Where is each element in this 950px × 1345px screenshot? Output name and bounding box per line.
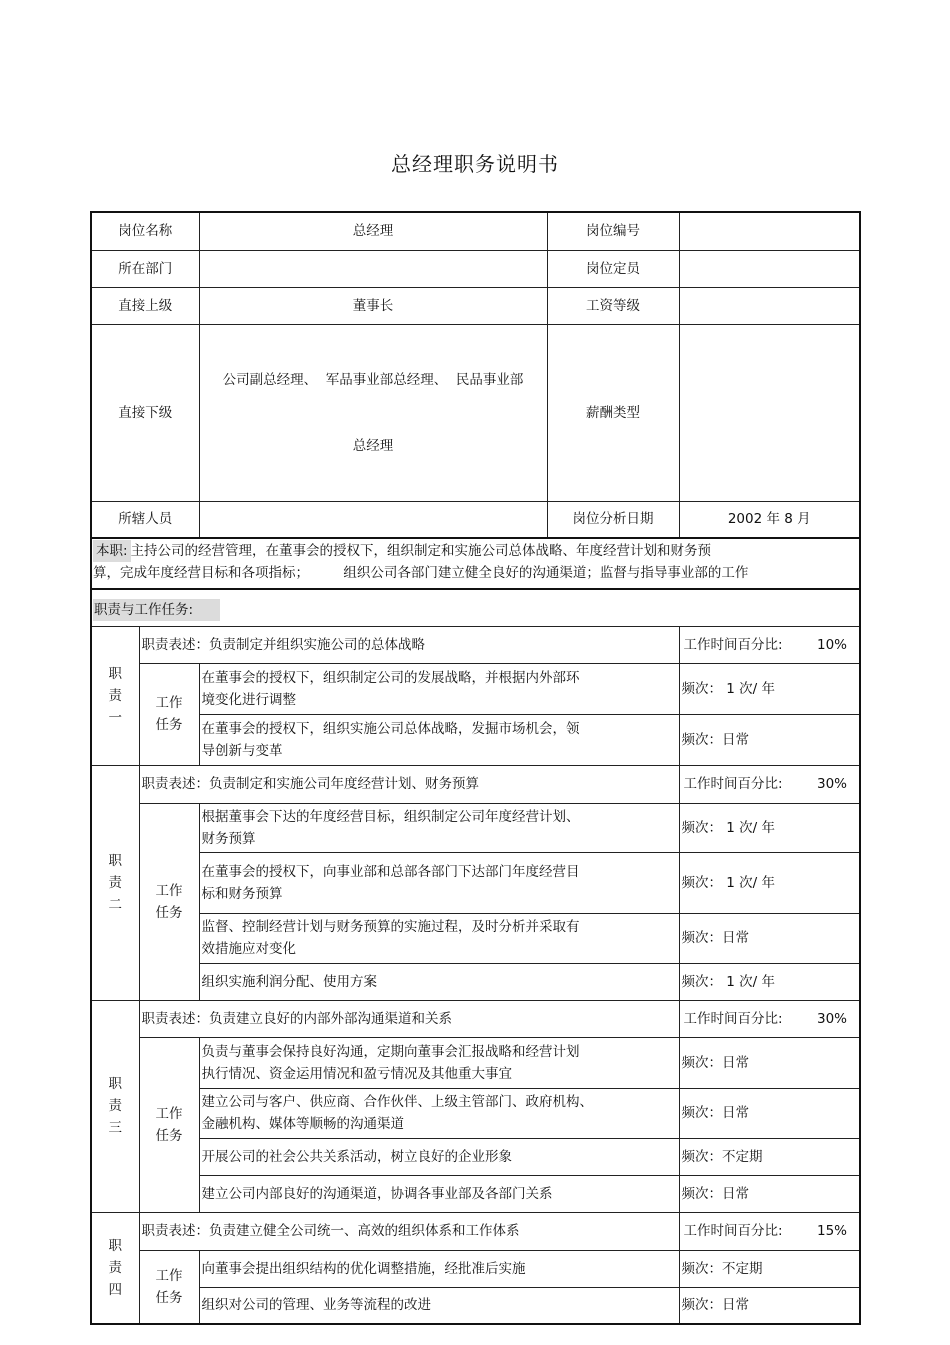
summary-text-line2: 算，完成年度经营目标和各项指标； 组织公司各部门建立健全良好的沟通渠道；监督与指导事业部的工作 bbox=[93, 565, 749, 581]
duty-3-description-row bbox=[91, 1000, 860, 1037]
duty-4-time-pct: 15% bbox=[816, 1223, 847, 1239]
duty-3-task-3-row bbox=[91, 1138, 860, 1175]
duty-2-task-2-line2: 标和财务预算 bbox=[201, 885, 283, 902]
duty-2-task-2-freq: 频次： 1 次/ 年 bbox=[679, 852, 860, 913]
duty-4-label bbox=[91, 1212, 139, 1324]
position-code-label: 岗位编号 bbox=[547, 212, 679, 250]
duty-1-task-1-line1: 在董事会的授权下，组织制定公司的发展战略，并根据内外部环 bbox=[201, 669, 580, 686]
duty-3-task-2-freq: 频次：日常 bbox=[679, 1088, 860, 1138]
duties-header-cell bbox=[91, 589, 860, 626]
row-staff bbox=[91, 501, 860, 538]
duty-3-task-1-freq: 频次：日常 bbox=[679, 1037, 860, 1088]
duty-2-task-3-line1: 监督、控制经营计划与财务预算的实施过程，及时分析并采取有 bbox=[201, 919, 580, 935]
summary-label: 本职: bbox=[93, 540, 131, 562]
duty-4-task-2-row bbox=[91, 1287, 860, 1324]
headcount-label: 岗位定员 bbox=[547, 250, 679, 287]
duty-3-label-char-3: 三 bbox=[108, 1120, 122, 1136]
duty-3-time bbox=[679, 1000, 860, 1037]
duty-2-task-label-line1: 工作 bbox=[155, 882, 183, 899]
subordinate-value bbox=[199, 324, 547, 501]
subordinate-value-line2: 总经理 bbox=[352, 437, 394, 454]
duty-4-time-label: 工作时间百分比: bbox=[683, 1223, 783, 1239]
duty-3-time-pct: 30% bbox=[816, 1010, 847, 1027]
row-summary bbox=[91, 538, 860, 589]
duty-3-task-2-line1: 建立公司与客户、供应商、合作伙伴、上级主管部门、政府机构、 bbox=[201, 1094, 593, 1110]
duty-1-label-char-3: 一 bbox=[108, 709, 122, 726]
duty-3-label-char-1: 职 bbox=[108, 1076, 122, 1092]
duty-2-task-4-freq: 频次： 1 次/ 年 bbox=[679, 963, 860, 1000]
duty-4-label-char-1: 职 bbox=[108, 1237, 122, 1254]
duty-3-task-4-row bbox=[91, 1175, 860, 1212]
duty-2-task-label bbox=[139, 803, 199, 1000]
duty-1-time bbox=[679, 626, 860, 663]
salary-grade-label: 工资等级 bbox=[547, 287, 679, 324]
duty-1-task-2-row bbox=[91, 714, 860, 765]
duty-1-task-2-line1: 在董事会的授权下，组织实施公司总体战略，发掘市场机会，领 bbox=[201, 720, 580, 737]
duty-2-label-char-1: 职 bbox=[108, 852, 122, 869]
duty-1-description: 职责表述：负责制定并组织实施公司的总体战略 bbox=[139, 626, 679, 663]
duty-1-task-2-freq: 频次：日常 bbox=[679, 714, 860, 765]
duty-1-task-label bbox=[139, 663, 199, 765]
row-position-name bbox=[91, 212, 860, 250]
summary-text-line1: 主持公司的经营管理，在董事会的授权下，组织制定和实施公司总体战略、年度经营计划和财务预 bbox=[130, 543, 712, 559]
duty-4-task-2: 组织对公司的管理、业务等流程的改进 bbox=[199, 1287, 679, 1324]
duty-1-task-1-line2: 境变化进行调整 bbox=[201, 691, 296, 708]
position-name-label: 岗位名称 bbox=[91, 212, 199, 250]
position-code-value bbox=[679, 212, 860, 250]
pay-type-label: 薪酬类型 bbox=[547, 324, 679, 501]
duty-3-task-2-row bbox=[91, 1088, 860, 1138]
duty-3-task-1-line2: 执行情况、资金运用情况和盈亏情况及其他重大事宜 bbox=[201, 1065, 512, 1082]
superior-label: 直接上级 bbox=[91, 287, 199, 324]
page-title: 总经理职务说明书 bbox=[391, 152, 559, 176]
staff-label: 所辖人员 bbox=[91, 501, 199, 538]
duty-2-task-1-line1: 根据董事会下达的年度经营目标，组织制定公司年度经营计划、 bbox=[201, 808, 580, 825]
duty-2-task-3-row bbox=[91, 913, 860, 963]
subordinate-value-line1: 公司副总经理、 军品事业部总经理、 民品事业部 bbox=[222, 371, 524, 388]
duty-3-task-4-freq: 频次：日常 bbox=[679, 1175, 860, 1212]
duty-4-task-label bbox=[139, 1250, 199, 1324]
duty-2-task-label-line2: 任务 bbox=[155, 904, 183, 921]
duty-2-label-char-3: 二 bbox=[108, 896, 122, 913]
duty-1-task-label-line2: 任务 bbox=[155, 717, 183, 733]
staff-value bbox=[199, 501, 547, 538]
duty-1-label-char-1: 职 bbox=[108, 665, 122, 682]
duty-1-task-2 bbox=[199, 714, 679, 765]
duty-1-label-char-2: 责 bbox=[108, 687, 122, 704]
duty-1-task-1-freq: 频次： 1 次/ 年 bbox=[679, 663, 860, 714]
duty-4-task-2-freq: 频次：日常 bbox=[679, 1287, 860, 1324]
duty-2-time bbox=[679, 765, 860, 803]
duty-3-description: 职责表述：负责建立良好的内部外部沟通渠道和关系 bbox=[139, 1000, 679, 1037]
duty-1-task-2-line2: 导创新与变革 bbox=[201, 742, 283, 759]
duty-1-task-label-line1: 工作 bbox=[155, 695, 183, 711]
duty-3-task-label-line2: 任务 bbox=[155, 1127, 183, 1144]
duty-4-time bbox=[679, 1212, 860, 1250]
duty-1-time-label: 工作时间百分比: bbox=[683, 636, 783, 653]
duty-3-task-3-freq: 频次：不定期 bbox=[679, 1138, 860, 1175]
duty-4-task-label-line1: 工作 bbox=[155, 1267, 183, 1284]
duty-4-label-char-3: 四 bbox=[108, 1281, 122, 1298]
duty-4-label-char-2: 责 bbox=[108, 1259, 122, 1276]
department-value bbox=[199, 250, 547, 287]
duty-2-task-3-line2: 效措施应对变化 bbox=[201, 941, 296, 957]
duty-3-time-label: 工作时间百分比: bbox=[683, 1010, 783, 1027]
duty-4-task-1: 向董事会提出组织结构的优化调整措施，经批准后实施 bbox=[199, 1250, 679, 1287]
row-duties-header bbox=[91, 589, 860, 626]
row-subordinate bbox=[91, 324, 860, 501]
duty-4-task-1-row bbox=[91, 1250, 860, 1287]
duty-2-task-1 bbox=[199, 803, 679, 852]
superior-value: 董事长 bbox=[199, 287, 547, 324]
duty-2-time-label: 工作时间百分比: bbox=[683, 776, 783, 792]
duty-3-task-3: 开展公司的社会公共关系活动，树立良好的企业形象 bbox=[199, 1138, 679, 1175]
duty-2-task-1-row bbox=[91, 803, 860, 852]
duty-1-label bbox=[91, 626, 139, 765]
duty-2-description-row bbox=[91, 765, 860, 803]
duty-3-task-1-line1: 负责与董事会保持良好沟通，定期向董事会汇报战略和经营计划 bbox=[201, 1043, 580, 1060]
headcount-value bbox=[679, 250, 860, 287]
duty-2-task-4-row bbox=[91, 963, 860, 1000]
row-superior bbox=[91, 287, 860, 324]
duty-2-label-char-2: 责 bbox=[108, 874, 122, 891]
duty-1-time-pct: 10% bbox=[816, 636, 847, 653]
duty-2-task-1-line2: 财务预算 bbox=[201, 830, 256, 847]
duties-header: 职责与工作任务: bbox=[93, 599, 220, 621]
duty-4-description-row bbox=[91, 1212, 860, 1250]
duty-1-task-1 bbox=[199, 663, 679, 714]
duty-4-task-1-freq: 频次：不定期 bbox=[679, 1250, 860, 1287]
duty-3-task-1-row bbox=[91, 1037, 860, 1088]
job-description-table bbox=[90, 211, 861, 1325]
duty-2-task-3-freq: 频次：日常 bbox=[679, 913, 860, 963]
duty-2-time-pct: 30% bbox=[816, 776, 847, 792]
duty-4-description: 职责表述：负责建立健全公司统一、高效的组织体系和工作体系 bbox=[139, 1212, 679, 1250]
subordinate-label: 直接下级 bbox=[91, 324, 199, 501]
department-label: 所在部门 bbox=[91, 250, 199, 287]
salary-grade-value bbox=[679, 287, 860, 324]
duty-3-task-1 bbox=[199, 1037, 679, 1088]
duty-2-label bbox=[91, 765, 139, 1000]
duty-2-description: 职责表述：负责制定和实施公司年度经营计划、财务预算 bbox=[139, 765, 679, 803]
duty-3-task-label-line1: 工作 bbox=[155, 1105, 183, 1122]
duty-2-task-2 bbox=[199, 852, 679, 913]
analysis-date-label: 岗位分析日期 bbox=[547, 501, 679, 538]
duty-2-task-2-row bbox=[91, 852, 860, 913]
duty-1-description-row bbox=[91, 626, 860, 663]
duty-2-task-2-line1: 在董事会的授权下，向事业部和总部各部门下达部门年度经营目 bbox=[201, 863, 580, 880]
duty-2-task-4: 组织实施利润分配、使用方案 bbox=[199, 963, 679, 1000]
duty-3-task-2 bbox=[199, 1088, 679, 1138]
duty-2-task-1-freq: 频次： 1 次/ 年 bbox=[679, 803, 860, 852]
duty-4-task-label-line2: 任务 bbox=[155, 1289, 183, 1306]
analysis-date-value: 2002 年 8 月 bbox=[679, 501, 860, 538]
duty-3-label-char-2: 责 bbox=[108, 1098, 122, 1114]
summary-cell bbox=[91, 538, 860, 589]
row-department bbox=[91, 250, 860, 287]
duty-3-task-4: 建立公司内部良好的沟通渠道，协调各事业部及各部门关系 bbox=[199, 1175, 679, 1212]
duty-3-task-label bbox=[139, 1037, 199, 1212]
duty-3-label bbox=[91, 1000, 139, 1212]
duty-2-task-3 bbox=[199, 913, 679, 963]
duty-1-task-1-row bbox=[91, 663, 860, 714]
pay-type-value bbox=[679, 324, 860, 501]
duty-3-task-2-line2: 金融机构、媒体等顺畅的沟通渠道 bbox=[201, 1116, 404, 1132]
position-name-value: 总经理 bbox=[199, 212, 547, 250]
